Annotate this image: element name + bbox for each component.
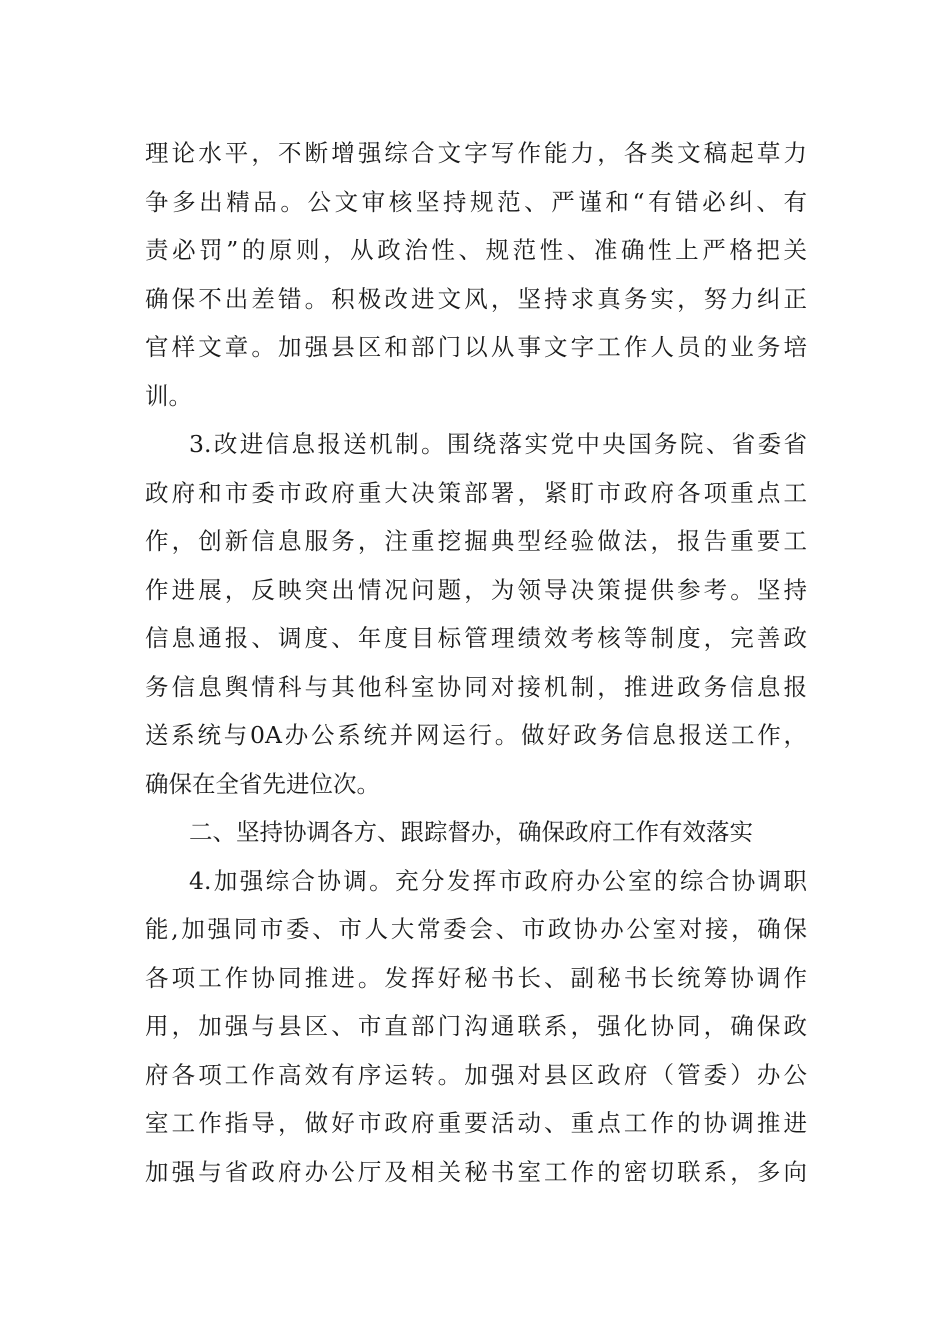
paragraph-line: 作进展，反映突出情况问题，为领导决策提供参考。坚持	[145, 575, 807, 604]
paragraph-line: 政府和市委市政府重大决策部署，紧盯市政府各项重点工	[145, 478, 807, 507]
paragraph-line: 官样文章。加强县区和部门以从事文字工作人员的业务培	[145, 333, 807, 361]
paragraph-line: 室工作指导，做好市政府重要活动、重点工作的协调推进	[145, 1109, 807, 1137]
paragraph-line: 责必罚”的原则，从政治性、规范性、准确性上严格把关	[145, 236, 807, 264]
paragraph-line: 加强与省政府办公厅及相关秘书室工作的密切联系，多向	[145, 1157, 807, 1186]
paragraph-line: 确保不出差错。积极改进文风，坚持求真务实，努力纠正	[145, 284, 807, 313]
paragraph-line: 作，创新信息服务，注重挖掘典型经验做法，报告重要工	[145, 527, 807, 555]
paragraph-line: 用，加强与县区、市直部门沟通联系，强化协同，确保政	[145, 1012, 807, 1040]
paragraph-line: 信息通报、调度、年度目标管理绩效考核等制度，完善政	[145, 624, 807, 652]
paragraph-line: 确保在全省先进位次。	[145, 769, 380, 798]
paragraph-line: 送系统与0A办公系统并网运行。做好政务信息报送工作，	[145, 721, 807, 749]
paragraph-line: 各项工作协同推进。发挥好秘书长、副秘书长统筹协调作	[145, 963, 807, 992]
paragraph-line: 争多出精品。公文审核坚持规范、严谨和“有错必纠、有	[145, 187, 807, 216]
paragraph-line: 理论水平，不断增强综合文字写作能力，各类文稿起草力	[145, 139, 807, 167]
section-4-heading-line: 4.加强综合协调。充分发挥市政府办公室的综合协调职	[189, 866, 807, 895]
section-heading: 二、坚持协调各方、跟踪督办，确保政府工作有效落实	[189, 818, 753, 846]
paragraph-line: 务信息舆情科与其他科室协同对接机制，推进政务信息报	[145, 672, 807, 701]
section-3-heading-line: 3.改进信息报送机制。围绕落实党中央国务院、省委省	[189, 430, 807, 458]
paragraph-line: 训。	[145, 381, 192, 410]
paragraph-line: 能,加强同市委、市人大常委会、市政协办公室对接，确保	[145, 915, 807, 943]
document-body	[145, 129, 807, 1196]
paragraph-line: 府各项工作高效有序运转。加强对县区政府（管委）办公	[145, 1060, 807, 1089]
